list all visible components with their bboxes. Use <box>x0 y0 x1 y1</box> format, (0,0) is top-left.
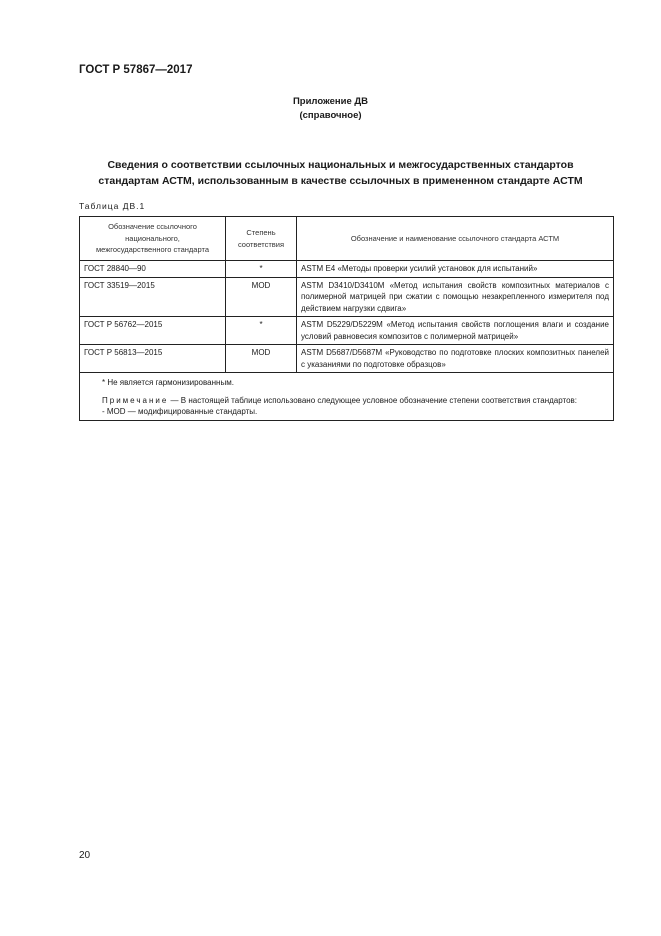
cell-astm-standard: ASTM E4 «Методы проверки усилий установок для испытаний» <box>297 261 614 278</box>
table-header-row <box>80 217 614 261</box>
cell-national-standard: ГОСТ 33519—2015 <box>80 277 226 317</box>
table-caption: Таблица ДВ.1 <box>79 201 146 211</box>
title-line-2: стандартам АСТМ, использованным в качестве ссылочных в примененном стандарте АСТМ <box>98 175 583 187</box>
appendix-heading <box>0 95 661 123</box>
appendix-subtitle: (справочное) <box>299 110 362 121</box>
cell-astm-standard: ASTM D5229/D5229M «Метод испытания свойств поглощения влаги и создание условий равновесия композитов с полимерной матрицей» <box>297 317 614 345</box>
header-degree-line-2: соответствия <box>237 239 285 249</box>
header-national-line-2: национального, <box>125 233 180 243</box>
table-row <box>80 277 614 317</box>
table-footnotes-cell <box>80 373 614 421</box>
cell-degree: * <box>226 261 297 278</box>
document-standard-header: ГОСТ Р 57867—2017 <box>79 64 193 76</box>
header-national-standard <box>80 217 226 261</box>
title-line-1: Сведения о соответствии ссылочных национальных и межгосударственных стандартов <box>107 159 574 171</box>
note-text: — В настоящей таблице использовано следующее условное обозначение степени соответствия стандартов: <box>170 395 577 405</box>
header-degree-line-1: Степень <box>246 228 276 237</box>
note-label: Примечание <box>102 395 169 405</box>
header-national-line-3: межгосударственного стандарта <box>96 245 209 255</box>
table-row <box>80 261 614 278</box>
cell-degree: MOD <box>226 345 297 373</box>
correspondence-table <box>79 216 614 421</box>
correspondence-table-wrapper <box>79 216 614 421</box>
harmonization-footnote: * Не является гармонизированным. <box>102 378 234 387</box>
cell-astm-standard: ASTM D5687/D5687M «Руководство по подготовке плоских композитных панелей с указаниями по подготовке образцов» <box>297 345 614 373</box>
cell-degree: MOD <box>226 277 297 317</box>
cell-national-standard: ГОСТ Р 56813—2015 <box>80 345 226 373</box>
cell-national-standard: ГОСТ 28840—90 <box>80 261 226 278</box>
table-footnotes-row <box>80 373 614 421</box>
cell-degree: * <box>226 317 297 345</box>
header-national-line-1: Обозначение ссылочного <box>108 222 197 232</box>
header-degree <box>226 217 297 261</box>
table-row <box>80 317 614 345</box>
note-list-item: - MOD — модифицированные стандарты. <box>102 407 258 416</box>
appendix-title: Приложение ДВ <box>292 96 369 107</box>
cell-national-standard: ГОСТ Р 56762—2015 <box>80 317 226 345</box>
table-row <box>80 345 614 373</box>
cell-astm-standard: ASTM D3410/D3410M «Метод испытания свойств композитных материалов с полимерной матрицей при сжатии с помощью незакрепленного измерителя под действием нагрузки сдвига» <box>297 277 614 317</box>
header-astm-standard: Обозначение и наименование ссылочного стандарта АСТМ <box>297 217 614 261</box>
appendix-main-title <box>60 157 621 189</box>
page-number: 20 <box>79 850 91 861</box>
table-note <box>102 395 609 407</box>
